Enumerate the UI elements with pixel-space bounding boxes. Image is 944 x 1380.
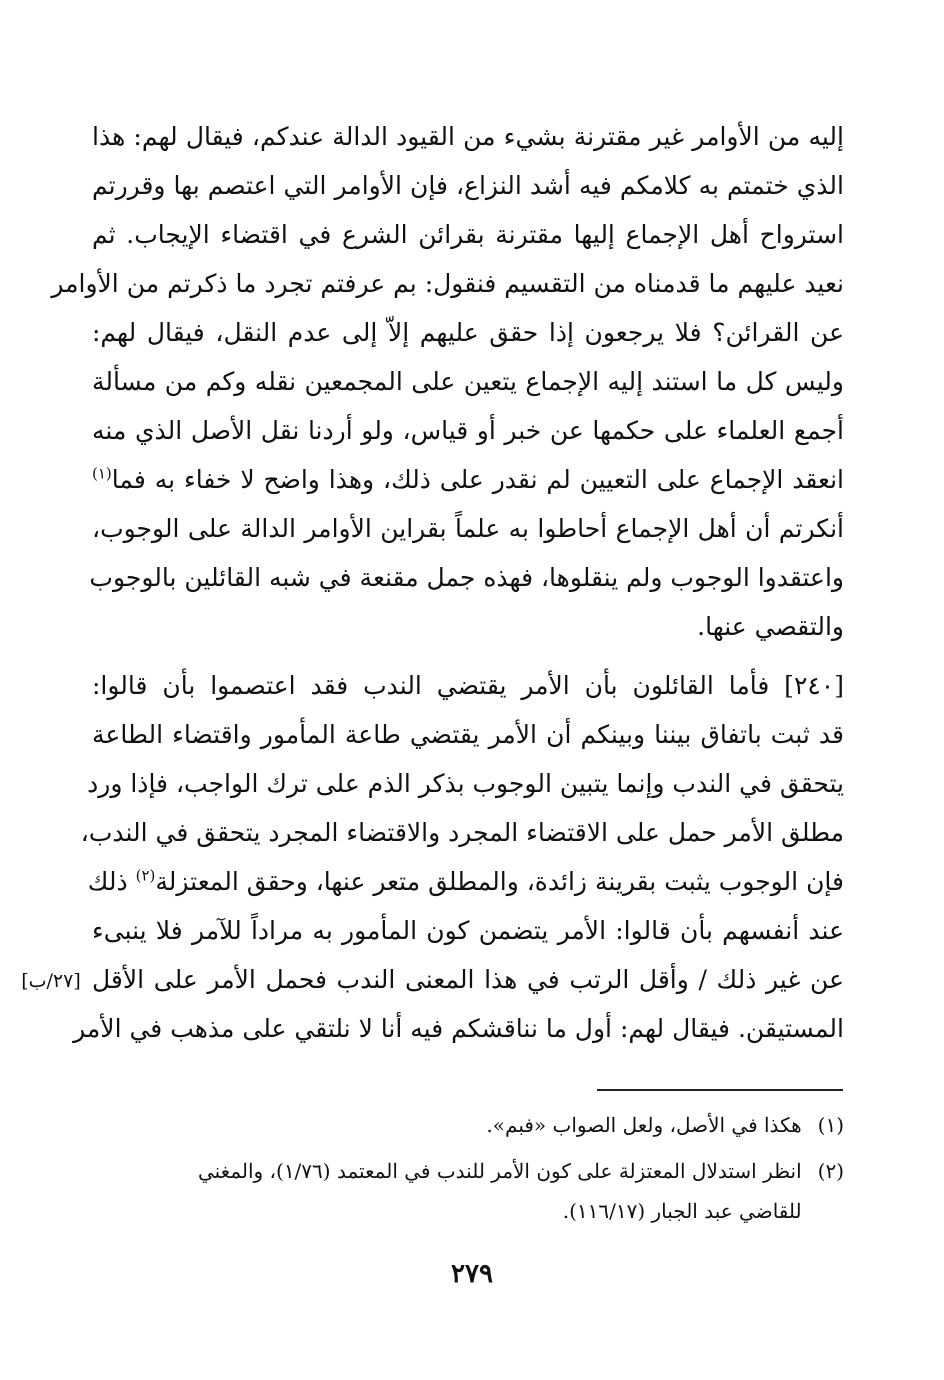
- footnote-text: للقاضي عبد الجبار (١١٦/١٧).: [562, 1199, 802, 1223]
- body-line: أجمع العلماء على حكمها عن خبر أو قياس، ولو أردنا نقل الأصل الذي منه: [92, 416, 845, 445]
- body-line: مطلق الأمر حمل على الاقتضاء المجرد والاقتضاء المجرد يتحقق في الندب،: [80, 818, 844, 847]
- body-line: عند أنفسهم بأن قالوا: الأمر يتضمن كون المأمور به مراداً للآمر فلا ينبىء: [92, 916, 844, 945]
- footnote-text: انظر استدلال المعتزلة على كون الأمر للندب في المعتمد (١/٧٦)، والمغني: [197, 1159, 802, 1183]
- body-line: يتحقق في الندب وإنما يتبين الوجوب بذكر الذم على ترك الواجب، فإذا ورد: [87, 769, 844, 798]
- body-line-with-footnote-2: [87, 860, 844, 904]
- body-line: استرواح أهل الإجماع إليها مقترنة بقرائن الشرع في اقتضاء الإيجاب. ثم: [92, 220, 844, 249]
- body-line: أنكرتم أن أهل الإجماع أحاطوا به علماً بقراين الأوامر الدالة على الوجوب،: [92, 514, 844, 543]
- body-line: نعيد عليهم ما قدمناه من التقسيم فنقول: بم عرفتم تجرد ما ذكرتم من الأوامر: [51, 269, 844, 298]
- body-line: وليس كل ما استند إليه الإجماع يتعين على المجمعين نقله وكم من مسألة: [92, 367, 844, 396]
- body-line: قد ثبت باتفاق بيننا وبينكم أن الأمر يقتضي طاعة المأمور واقتضاء الطاعة: [92, 720, 844, 749]
- body-line-with-footnote-1: [92, 458, 844, 502]
- body-line: المستيقن. فيقال لهم: أول ما نناقشكم فيه أنا لا نلتقي على مذهب في الأمر: [73, 1014, 844, 1043]
- body-line: إليه من الأوامر غير مقترنة بشيء من القيود الدالة عندكم، فيقال لهم: هذا: [92, 122, 844, 151]
- body-line: واعتقدوا الوجوب ولم ينقلوها، فهذه جمل مقنعة في شبه القائلين بالوجوب: [89, 563, 844, 592]
- footnote-number: (٢): [817, 1159, 844, 1183]
- body-line: والتقصي عنها.: [697, 612, 844, 641]
- page-number: ٢٧٩: [451, 1259, 493, 1289]
- footnote-marker-1: (١): [92, 464, 112, 483]
- section-heading-line: [٢٤٠] فأما القائلون بأن الأمر يقتضي الندب فقد اعتصموا بأن قالوا:: [92, 671, 844, 700]
- body-line-suffix: ذلك: [87, 867, 128, 896]
- body-line: الذي ختمتم به كلامكم فيه أشد النزاع، فإن الأوامر التي اعتصم بها وقررتم: [92, 171, 844, 200]
- body-line: عن القرائن؟ فلا يرجعون إذا حقق عليهم إلاّ إلى عدم النقل، فيقال لهم:: [92, 318, 844, 347]
- footnote-separator: [597, 1089, 843, 1091]
- footnote-marker-2: (٢): [135, 866, 156, 885]
- footnote-number: (١): [817, 1113, 844, 1137]
- body-line: عن غير ذلك / وأقل الرتب في هذا المعنى الندب فحمل الأمر على الأقل: [92, 965, 844, 994]
- body-line-text: فإن الوجوب يثبت بقرينة زائدة، والمطلق متعر عنها، وحقق المعتزلة: [155, 867, 844, 896]
- manuscript-folio-note: [٢٧/ب]: [21, 970, 81, 992]
- footnote-2-continuation: [96, 1193, 844, 1229]
- footnote-2: [96, 1153, 844, 1189]
- footnote-text: هكذا في الأصل، ولعل الصواب «فبم».: [486, 1113, 802, 1137]
- body-line-text: انعقد الإجماع على التعيين لم نقدر على ذلك، وهذا واضح لا خفاء به فما: [111, 465, 844, 494]
- footnote-1: [96, 1107, 844, 1143]
